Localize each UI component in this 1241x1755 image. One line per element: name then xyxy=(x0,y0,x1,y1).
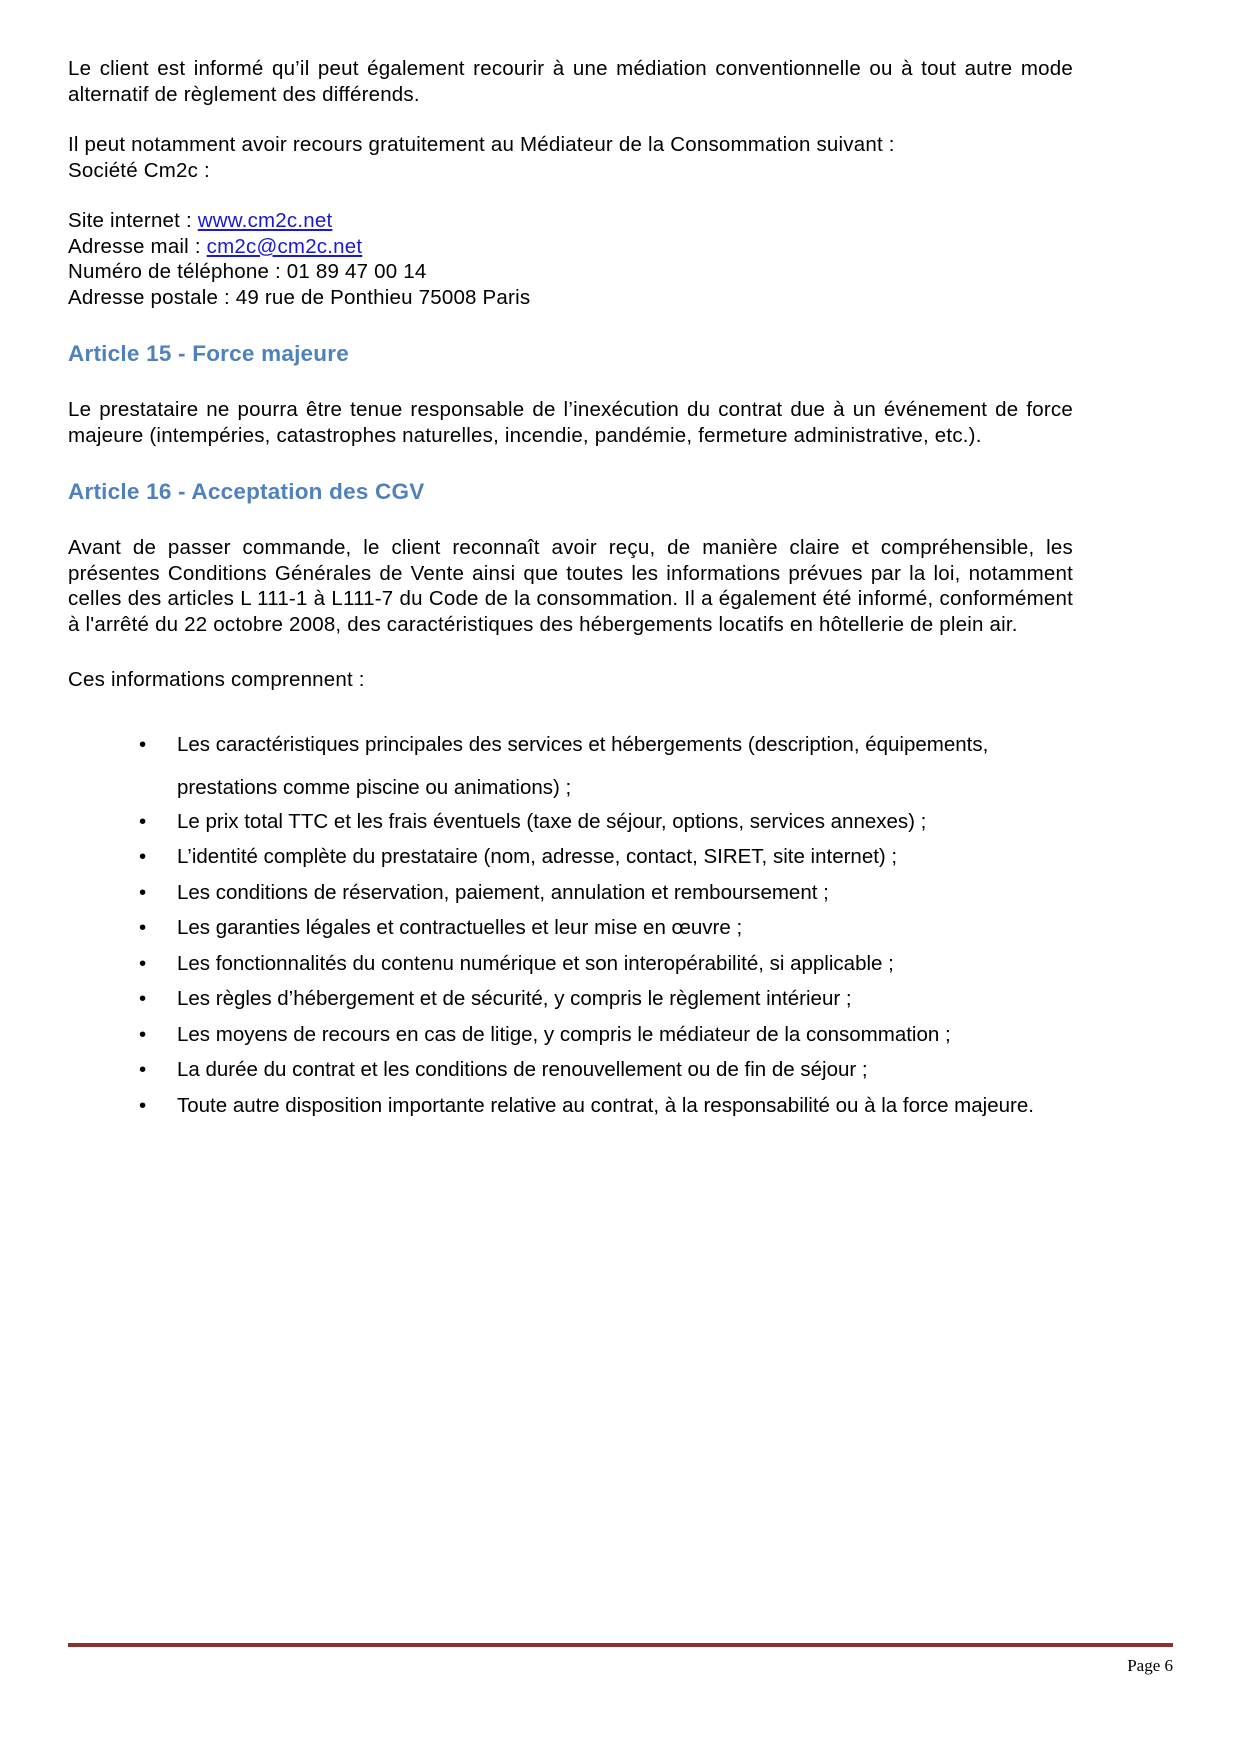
spacer xyxy=(68,107,1073,132)
website-link[interactable]: www.cm2c.net xyxy=(197,209,333,232)
paragraph-force-majeure: Le prestataire ne pourra être tenue responsable de l’inexécution du contrat due à un événement de force majeure (intempéries, catastrophes naturelles, incendie, pandémie, fermeture administrative, etc.). xyxy=(68,398,1073,447)
list-item-text: Toute autre disposition importante relative au contrat, à la responsabilité ou à la force majeure. xyxy=(177,1093,1034,1117)
list-item xyxy=(109,723,1073,809)
list-item xyxy=(109,844,1073,870)
list-item-text: Les conditions de réservation, paiement, annulation et remboursement ; xyxy=(177,880,829,904)
spacer xyxy=(68,183,1073,208)
heading-article-16: Article 16 - Acceptation des CGV xyxy=(68,479,425,504)
contact-website-line xyxy=(68,208,1073,234)
contact-postal-label: Adresse postale : xyxy=(68,285,236,309)
bullet-icon: • xyxy=(139,1093,147,1117)
list-item xyxy=(109,1022,1073,1048)
list-item xyxy=(109,951,1073,977)
list-item-text: La durée du contrat et les conditions de renouvellement ou de fin de séjour ; xyxy=(177,1058,868,1081)
bullet-icon: • xyxy=(139,732,147,756)
bullet-icon: • xyxy=(139,951,147,975)
spacer xyxy=(68,310,1073,340)
contact-phone-value: 01 89 47 00 14 xyxy=(286,260,427,283)
list-item-text: L’identité complète du prestataire (nom, adresse, contact, SIRET, site internet) ; xyxy=(177,845,898,868)
list-item xyxy=(109,880,1073,906)
list-item xyxy=(109,1093,1073,1119)
bullet-icon: • xyxy=(139,809,147,833)
page-number: Page 6 xyxy=(1127,1656,1173,1675)
spacer xyxy=(68,693,1073,723)
spacer xyxy=(68,505,1073,535)
bullet-icon: • xyxy=(139,1022,147,1046)
bullet-icon: • xyxy=(139,845,147,868)
bullet-icon: • xyxy=(139,987,147,1010)
bullet-icon: • xyxy=(139,880,147,904)
heading-article-15: Article 15 - Force majeure xyxy=(68,341,349,366)
list-item xyxy=(109,809,1073,835)
list-item xyxy=(109,1057,1073,1083)
page-footer xyxy=(68,1643,1173,1677)
contact-email-line xyxy=(68,234,1073,260)
contact-postal-line xyxy=(68,285,1073,311)
paragraph-recourse-line1: Il peut notamment avoir recours gratuitement au Médiateur de la Consommation suivant : xyxy=(68,133,895,156)
list-item-text: Les fonctionnalités du contenu numérique et son interopérabilité, si applicable ; xyxy=(177,951,894,975)
page-content xyxy=(68,56,1073,1128)
list-item-text: Les règles d’hébergement et de sécurité, y compris le règlement intérieur ; xyxy=(177,987,852,1010)
email-link[interactable]: cm2c@cm2c.net xyxy=(206,234,363,258)
list-item-text: Les caractéristiques principales des services et hébergements (description, équipements, prestations comme piscine ou animations) ; xyxy=(177,732,989,799)
contact-postal-value: 49 rue de Ponthieu 75008 Paris xyxy=(235,285,531,309)
bullet-icon: • xyxy=(139,916,147,939)
paragraph-acceptation: Avant de passer commande, le client reconnaît avoir reçu, de manière claire et compréhensible, les présentes Conditions Générales de Vente ainsi que toutes les informations prévues par la loi, notamment celles des articles L 111-1 à L111-7 du Code de la consommation. Il a également été informé, conformément à l'arrêté du 22 octobre 2008, des caractéristiques des hébergements locatifs en hôtellerie de plein air. xyxy=(68,536,1073,636)
list-item-text: Le prix total TTC et les frais éventuels (taxe de séjour, options, services annexes) ; xyxy=(177,809,927,833)
list-item xyxy=(109,915,1073,941)
list-item xyxy=(109,986,1073,1012)
contact-phone-line xyxy=(68,259,1073,285)
contact-phone-label: Numéro de téléphone : xyxy=(68,260,287,283)
bullet-icon: • xyxy=(139,1058,147,1081)
footer-divider xyxy=(68,1643,1173,1647)
information-list xyxy=(68,723,1073,1119)
contact-email-label: Adresse mail : xyxy=(68,234,207,258)
spacer xyxy=(68,637,1073,667)
list-item-text: Les moyens de recours en cas de litige, y compris le médiateur de la consommation ; xyxy=(177,1022,951,1046)
spacer xyxy=(68,448,1073,478)
list-item-text: Les garanties légales et contractuelles et leur mise en œuvre ; xyxy=(177,916,743,939)
paragraph-recourse-line2: Société Cm2c : xyxy=(68,158,210,182)
paragraph-list-intro: Ces informations comprennent : xyxy=(68,668,365,691)
paragraph-mediation-intro: Le client est informé qu’il peut également recourir à une médiation conventionnelle ou à tout autre mode alternatif de règlement des différends. xyxy=(68,57,1073,106)
contact-website-label: Site internet : xyxy=(68,209,198,232)
spacer xyxy=(68,367,1073,397)
